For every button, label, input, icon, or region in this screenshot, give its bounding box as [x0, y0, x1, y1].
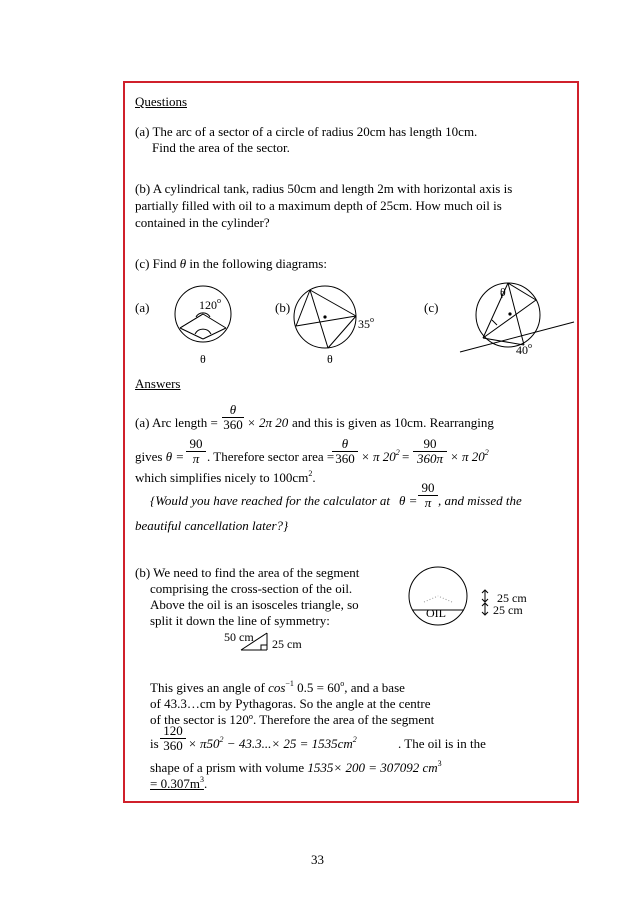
- sector-expr-1: × π $20^2$: [361, 448, 400, 464]
- equals-sign: =: [402, 449, 410, 464]
- triangle-hypotenuse: 50 cm: [224, 630, 254, 644]
- diagram-b-circle: [292, 284, 358, 350]
- diagram-a-angle: 120$^o$: [199, 296, 221, 312]
- dim-25-lower: 25 cm: [493, 603, 523, 617]
- answer-b-line3: Above the oil is an isosceles triangle, so: [150, 597, 359, 612]
- question-a-line1: (a) The arc of a sector of a circle of radius 20cm has length 10cm.: [135, 124, 478, 139]
- page-number: 33: [311, 852, 324, 867]
- oil-label: OIL: [426, 606, 446, 620]
- calculator-note-line2: beautiful cancellation later?}: [135, 518, 289, 533]
- theta-fraction: $\frac{90}{\pi}$: [186, 437, 206, 466]
- centre-line: of the sector is 120º. Therefore the area of the segment: [150, 712, 435, 727]
- answer-a-arc-pre: (a) Arc length =: [135, 415, 218, 430]
- simplifies-line: which simplifies nicely to $100cm^2$.: [135, 469, 316, 485]
- arc-expression: × 2π 20: [247, 415, 289, 430]
- answer-b-line1: (b) We need to find the area of the segment: [135, 565, 360, 580]
- sector-fraction-1: $\frac{\theta}{360}$: [332, 437, 358, 466]
- question-b-line1: (b) A cylindrical tank, radius 50cm and length 2m with horizontal axis is: [135, 181, 513, 196]
- diagram-c-label: (c): [424, 300, 439, 315]
- question-b-line2: partially filled with oil to a maximum depth of 25cm. How much oil is: [135, 198, 502, 213]
- arc-fraction: $\frac{\theta}{360}$: [223, 402, 243, 432]
- depth-arrows-icon: [480, 590, 490, 616]
- angle-line: This gives an angle of $\cos^{-1} 0.5 = 60^o$, and a base: [150, 679, 405, 695]
- diagram-b-label: (b): [275, 300, 291, 315]
- diagram-c-angle: 40$^o$: [516, 341, 532, 357]
- calc-theta-eq: θ =: [399, 493, 418, 508]
- base-line: of 43.3…cm by Pythagoras. So the angle at the centre: [150, 696, 431, 711]
- is-label: is: [150, 736, 159, 751]
- segment-fraction: $\frac{120}{360}$: [160, 724, 186, 753]
- calculator-note-post: , and missed the: [438, 493, 522, 508]
- dim-25-upper: 25 cm: [497, 591, 527, 605]
- triangle-side: 25 cm: [272, 637, 302, 651]
- final-answer: = $0.307m^3$.: [150, 775, 208, 791]
- diagram-a-theta: θ: [200, 352, 206, 366]
- question-a-line2: Find the area of the sector.: [152, 140, 290, 155]
- question-c-line: (c) Find θ in the following diagrams:: [135, 256, 327, 271]
- sector-expr-2: × π $20^2$: [450, 448, 489, 464]
- gives-label: gives θ =: [135, 449, 185, 464]
- answer-b-line2: comprising the cross-section of the oil.: [150, 581, 353, 596]
- calc-fraction: $\frac{90}{\pi}$: [418, 481, 438, 510]
- diagram-a-circle: [174, 284, 234, 344]
- question-b-line3: contained in the cylinder?: [135, 215, 270, 230]
- calculator-note: {Would you have reached for the calculator at: [150, 493, 390, 508]
- answers-heading: Answers: [135, 376, 181, 391]
- questions-heading: Questions: [135, 94, 187, 109]
- prism-line: shape of a prism with volume 1535× 200 = 307092 $cm^3$: [150, 759, 442, 775]
- answer-a-arc-post: and this is given as 10cm. Rearranging: [292, 415, 494, 430]
- segment-expression: × $\pi 50^2 - 43.3...\times 25 = 1535cm^2$: [188, 735, 357, 751]
- sector-fraction-2: $\frac{90}{360\pi}$: [413, 437, 447, 466]
- diagram-a-label: (a): [135, 300, 150, 315]
- segment-post: . The oil is in the: [398, 736, 486, 751]
- diagram-c-theta: θ: [500, 285, 506, 299]
- diagram-b-theta: θ: [327, 352, 333, 366]
- answer-b-line4: split it down the line of symmetry:: [150, 613, 330, 628]
- therefore-text: . Therefore sector area =: [207, 449, 335, 464]
- diagram-b-angle: 35$^o$: [358, 315, 374, 331]
